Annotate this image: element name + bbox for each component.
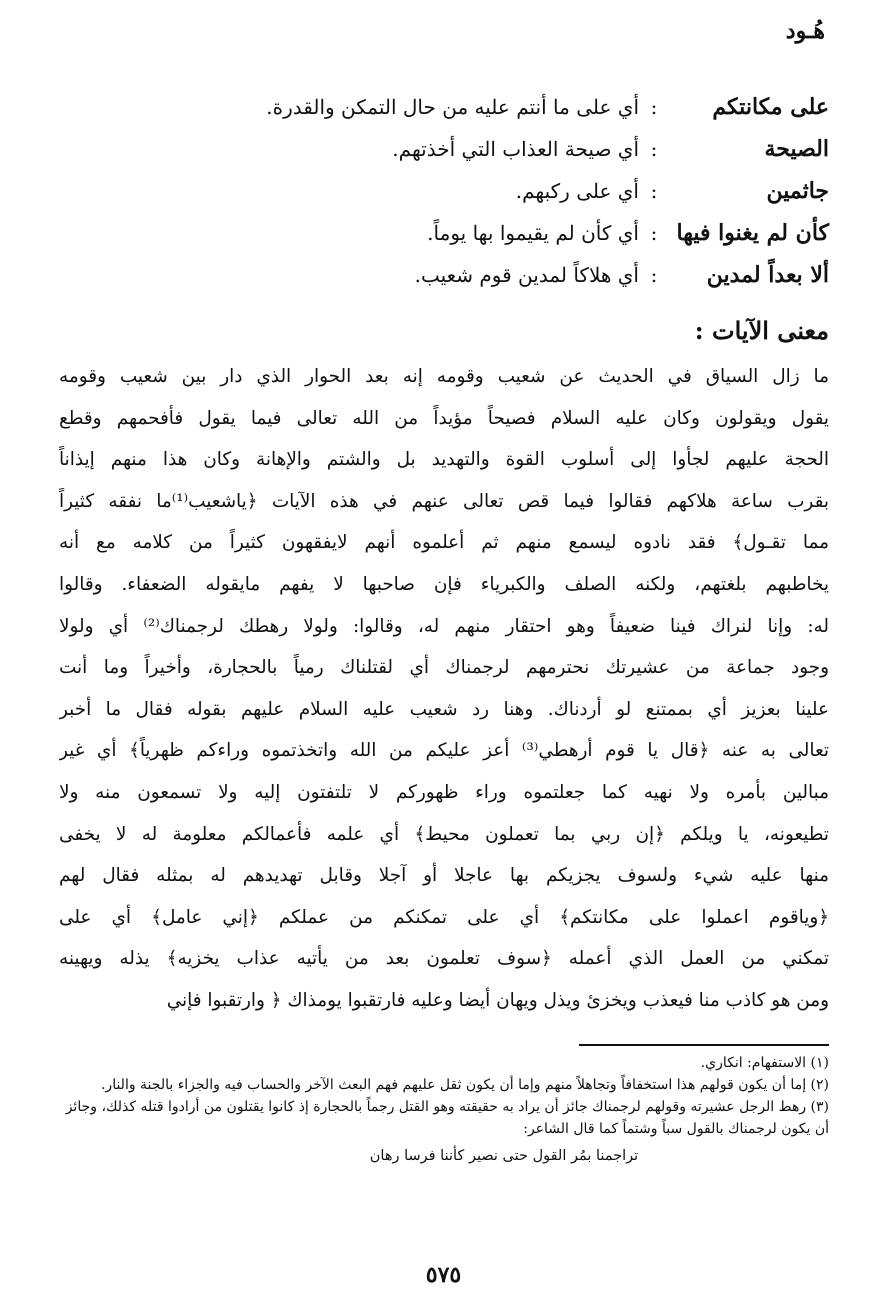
footnotes <box>59 1052 829 1168</box>
body-line: علينا بعزيز أي بممتنع لو أردناك. وهنا رد شعيب عليه السلام عليهم بقوله فقال ما أخبر <box>59 698 829 720</box>
surah-header: هُـود <box>785 18 825 44</box>
vocabulary-definition: أي صيحة العذاب التي أخذتهم. <box>392 137 639 161</box>
vocabulary-colon: : <box>650 221 658 245</box>
footnote: (٢) إما أن يكون قولهم هذا استخفافاً وتجاهلاً منهم وإما أن يكون ثقل عليهم فهم البعث الآخر والحساب فيه والجزاء بالجنة والنار. <box>100 1077 829 1093</box>
section-heading: معنى الآيات : <box>694 316 829 345</box>
vocabulary-list <box>109 86 829 296</box>
footnote-divider <box>579 1044 829 1046</box>
body-line: تطيعونه، يا ويلكم ﴿إن ربي بما تعملون محيط﴾ أي علمه فأعمالكم معلومة له لا يخفى <box>59 823 829 845</box>
body-line: مما تقـول﴾ فقد نادوه ليسمع منهم ثم أعلموه أنهم لايفقهون كثيراً من كلامه مع أنه <box>59 532 829 554</box>
vocabulary-row <box>109 212 829 254</box>
body-line: يخاطبهم بلغتهم، ولكنه الصلف والكبرياء فإن صاحبها لا يفهم مايقوله الضعفاء. وقالوا <box>59 573 829 595</box>
body-line: بقرب ساعة هلاكهم فقالوا فيما قص تعالى عنهم في هذه الآيات ﴿ياشعيب⁽¹⁾ما نفقه كثيراً <box>59 490 829 512</box>
body-line: يقول ويقولون وكان عليه السلام فصيحاً مؤيداً من الله تعالى فيما يقول فأفحمهم وقطع <box>59 407 829 429</box>
body-line: تمكني من العمل الذي أعمله ﴿سوف تعلمون بعد من يأتيه عذاب يخزيه﴾ يذله ويهينه <box>59 948 829 970</box>
body-text <box>59 356 829 1022</box>
body-line: وجود جماعة من عشيرتك نحترمهم لرجمناك أي لقتلناك رمياً بالحجارة، وأخيراً وما أنت <box>59 657 829 679</box>
vocabulary-colon: : <box>650 179 658 203</box>
vocabulary-definition: أي على ركبهم. <box>515 179 639 203</box>
vocabulary-row <box>109 86 829 128</box>
vocabulary-term: كأن لم يغنوا فيها <box>676 220 829 246</box>
vocabulary-term: جاثمين <box>766 178 829 204</box>
body-line: مبالين بأمره ولا نهيه كما جعلتموه وراء ظهوركم لا تلتفتون إليه ولا تسمعون منه ولا <box>59 781 829 803</box>
vocabulary-colon: : <box>650 95 658 119</box>
vocabulary-colon: : <box>650 263 658 287</box>
body-line: ﴿وياقوم اعملوا على مكانتكم﴾ أي على تمكنكم من عملكم ﴿إني عامل﴾ أي على <box>59 906 829 928</box>
vocabulary-term: الصيحة <box>764 136 829 162</box>
body-line: منها عليه شيء ولسوف يجزيكم بها عاجلا أو آجلا وقابل تهديدهم له بمثله فقال لهم <box>59 865 829 887</box>
body-line: الحجة عليهم لجأوا إلى أسلوب القوة والتهديد بل والشتم والإهانة وكان هذا منهم إيذاناً <box>59 449 829 471</box>
vocabulary-definition: أي هلاكاً لمدين قوم شعيب. <box>414 263 639 287</box>
vocabulary-term: على مكانتكم <box>712 94 829 120</box>
body-line: له: وإنا لنراك فينا ضعيفاً وهو احتقار منهم له، وقالوا: ولولا رهطك لرجمناك⁽²⁾ أي ولولا <box>59 615 829 637</box>
page-number: ٥٧٥ <box>425 1262 462 1288</box>
body-line: ما زال السياق في الحديث عن شعيب وقومه إنه بعد الحوار الذي دار بين شعيب وقومه <box>59 366 829 387</box>
vocabulary-definition: أي كأن لم يقيموا بها يوماً. <box>427 221 639 245</box>
footnote: (١) الاستفهام: انكاري. <box>700 1055 829 1071</box>
vocabulary-colon: : <box>650 137 658 161</box>
vocabulary-row <box>109 128 829 170</box>
footnote: (٣) رهط الرجل عشيرته وقولهم لرجمناك جائز أن يراد به حقيقته وهو القتل رجماً بالحجارة إذ كانوا يقتلون من أرادوا قتله كذلك، وجائز أن يكون لرجمناك بالقول سباً وشتماً كما قال الشاعر: <box>65 1099 829 1137</box>
vocabulary-term: ألا بعداً لمدين <box>706 262 829 288</box>
vocabulary-row <box>109 170 829 212</box>
vocabulary-definition: أي على ما أنتم عليه من حال التمكن والقدرة. <box>266 95 639 119</box>
body-line: تعالى به عنه ﴿قال يا قوم أرهطي⁽³⁾ أعز عليكم من الله واتخذتموه وراءكم ظهرياً﴾ أي غير <box>59 740 829 762</box>
poetry-verse: تراجمنا بمُر القول حتى نصير كأننا فرسا رهان <box>369 1148 639 1164</box>
body-line: ومن هو كاذب منا فيعذب ويخزئ ويذل ويهان أيضا وعليه فارتقبوا يومذاك ﴿ وارتقبوا فإني <box>166 989 829 1011</box>
vocabulary-row <box>109 254 829 296</box>
